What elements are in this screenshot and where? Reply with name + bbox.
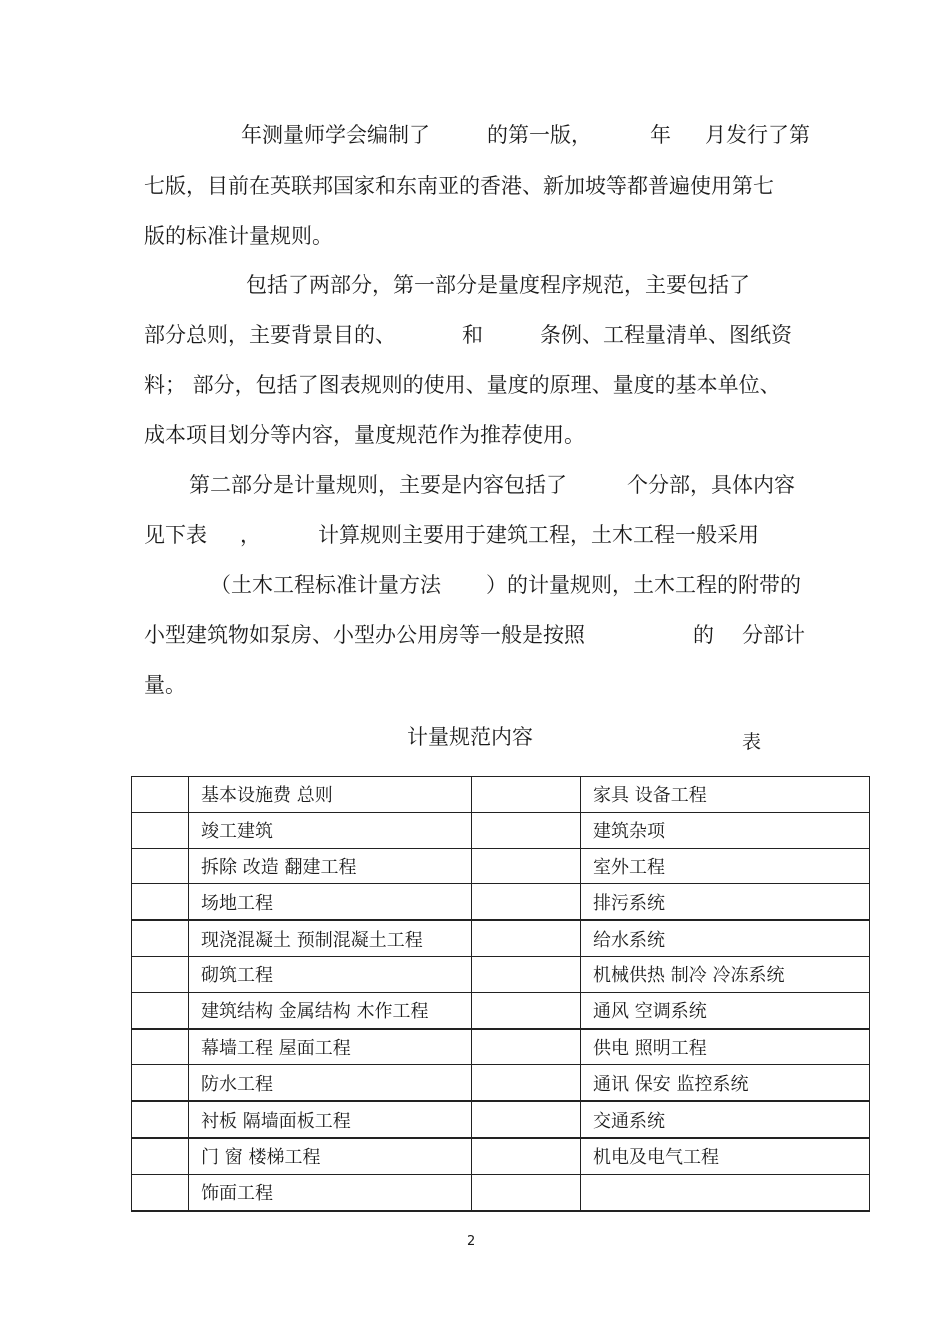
table-row: [132, 1138, 870, 1174]
table-cell-right-item: 供电 照明工程: [581, 1029, 870, 1065]
paragraph-2-line-1: 包括了两部分，第一部分是量度程序规范，主要包括了: [246, 273, 750, 297]
paragraph-3-line-5: 量。: [144, 673, 186, 697]
table-row: [132, 777, 870, 813]
table-row: [132, 992, 870, 1028]
text-segment: ）的计量规则，土木工程的附带的: [486, 573, 801, 597]
empty-cell: [132, 956, 189, 992]
table-row: [132, 812, 870, 848]
text-segment: 条例、工程量清单、图纸资: [540, 323, 792, 347]
table-cell-right-item: 建筑杂项: [581, 812, 870, 848]
table-cell-right-item: 通讯 保安 监控系统: [581, 1065, 870, 1101]
text-segment: 和: [462, 323, 483, 347]
empty-cell: [472, 1138, 581, 1174]
text-segment: 分部计: [742, 623, 805, 647]
text-segment: 月发行了第: [705, 123, 810, 147]
table-cell-left-item: 建筑结构 金属结构 木作工程: [189, 992, 472, 1028]
empty-cell: [472, 920, 581, 956]
text-segment: 个分部，具体内容: [627, 473, 795, 497]
table-cell-right-item: 通风 空调系统: [581, 992, 870, 1028]
table-row: [132, 1029, 870, 1065]
table-cell-right-item: 给水系统: [581, 920, 870, 956]
empty-cell: [132, 1101, 189, 1138]
empty-cell: [132, 884, 189, 920]
table-cell-left-item: 竣工建筑: [189, 812, 472, 848]
table-row: [132, 956, 870, 992]
empty-cell: [472, 1101, 581, 1138]
table-cell-left-item: 幕墙工程 屋面工程: [189, 1029, 472, 1065]
table-cell-left-item: 衬板 隔墙面板工程: [189, 1101, 472, 1138]
paragraph-2-line-3: 料； 部分，包括了图表规则的使用、量度的原理、量度的基本单位、: [144, 373, 781, 397]
paragraph-2-line-4: 成本项目划分等内容，量度规范作为推荐使用。: [144, 423, 585, 447]
empty-cell: [472, 777, 581, 813]
table-row: [132, 1101, 870, 1138]
table-cell-right-item: 机电及电气工程: [581, 1138, 870, 1174]
text-segment: 小型建筑物如泵房、小型办公用房等一般是按照: [144, 623, 585, 647]
table-title: 计量规范内容: [407, 725, 533, 749]
empty-cell: [472, 1174, 581, 1210]
table-label: 表: [742, 731, 762, 753]
empty-cell: [132, 1174, 189, 1210]
table-row: [132, 920, 870, 956]
page-number: 2: [467, 1234, 476, 1249]
table-cell-right-item: [581, 1174, 870, 1210]
text-segment: （土木工程标准计量方法: [210, 573, 441, 597]
text-segment: 年: [650, 123, 671, 147]
empty-cell: [472, 1065, 581, 1101]
table-cell-left-item: 砌筑工程: [189, 956, 472, 992]
table-cell-right-item: 交通系统: [581, 1101, 870, 1138]
table-cell-left-item: 拆除 改造 翻建工程: [189, 848, 472, 884]
empty-cell: [132, 812, 189, 848]
table-row: [132, 884, 870, 920]
paragraph-1-line-2: 七版，目前在英联邦国家和东南亚的香港、新加坡等都普遍使用第七: [144, 174, 774, 198]
empty-cell: [472, 1029, 581, 1065]
text-segment: 计算规则主要用于建筑工程，土木工程一般采用: [318, 523, 759, 547]
table-cell-right-item: 机械供热 制冷 冷冻系统: [581, 956, 870, 992]
table-cell-left-item: 基本设施费 总则: [189, 777, 472, 813]
empty-cell: [472, 992, 581, 1028]
text-segment: ，: [240, 523, 261, 547]
table-cell-left-item: 门 窗 楼梯工程: [189, 1138, 472, 1174]
table-cell-right-item: 家具 设备工程: [581, 777, 870, 813]
empty-cell: [132, 1065, 189, 1101]
empty-cell: [132, 920, 189, 956]
paragraph-1-line-3: 版的标准计量规则。: [144, 224, 333, 248]
measurement-spec-table: [131, 776, 870, 1212]
empty-cell: [472, 956, 581, 992]
table-row: [132, 848, 870, 884]
empty-cell: [472, 812, 581, 848]
table-cell-left-item: 饰面工程: [189, 1174, 472, 1210]
empty-cell: [472, 884, 581, 920]
empty-cell: [132, 777, 189, 813]
table-cell-left-item: 场地工程: [189, 884, 472, 920]
table-cell-left-item: 现浇混凝土 预制混凝土工程: [189, 920, 472, 956]
table-row: [132, 1174, 870, 1210]
table-row: [132, 1065, 870, 1101]
text-segment: 第二部分是计量规则，主要是内容包括了: [189, 473, 567, 497]
empty-cell: [132, 848, 189, 884]
empty-cell: [132, 1029, 189, 1065]
table-cell-left-item: 防水工程: [189, 1065, 472, 1101]
text-segment: 的: [693, 623, 714, 647]
table-cell-right-item: 室外工程: [581, 848, 870, 884]
empty-cell: [472, 848, 581, 884]
text-segment: 的第一版，: [487, 123, 592, 147]
empty-cell: [132, 992, 189, 1028]
text-segment: 年测量师学会编制了: [241, 123, 430, 147]
text-segment: 见下表: [144, 523, 207, 547]
text-segment: 部分总则，主要背景目的、: [144, 323, 396, 347]
empty-cell: [132, 1138, 189, 1174]
table-cell-right-item: 排污系统: [581, 884, 870, 920]
